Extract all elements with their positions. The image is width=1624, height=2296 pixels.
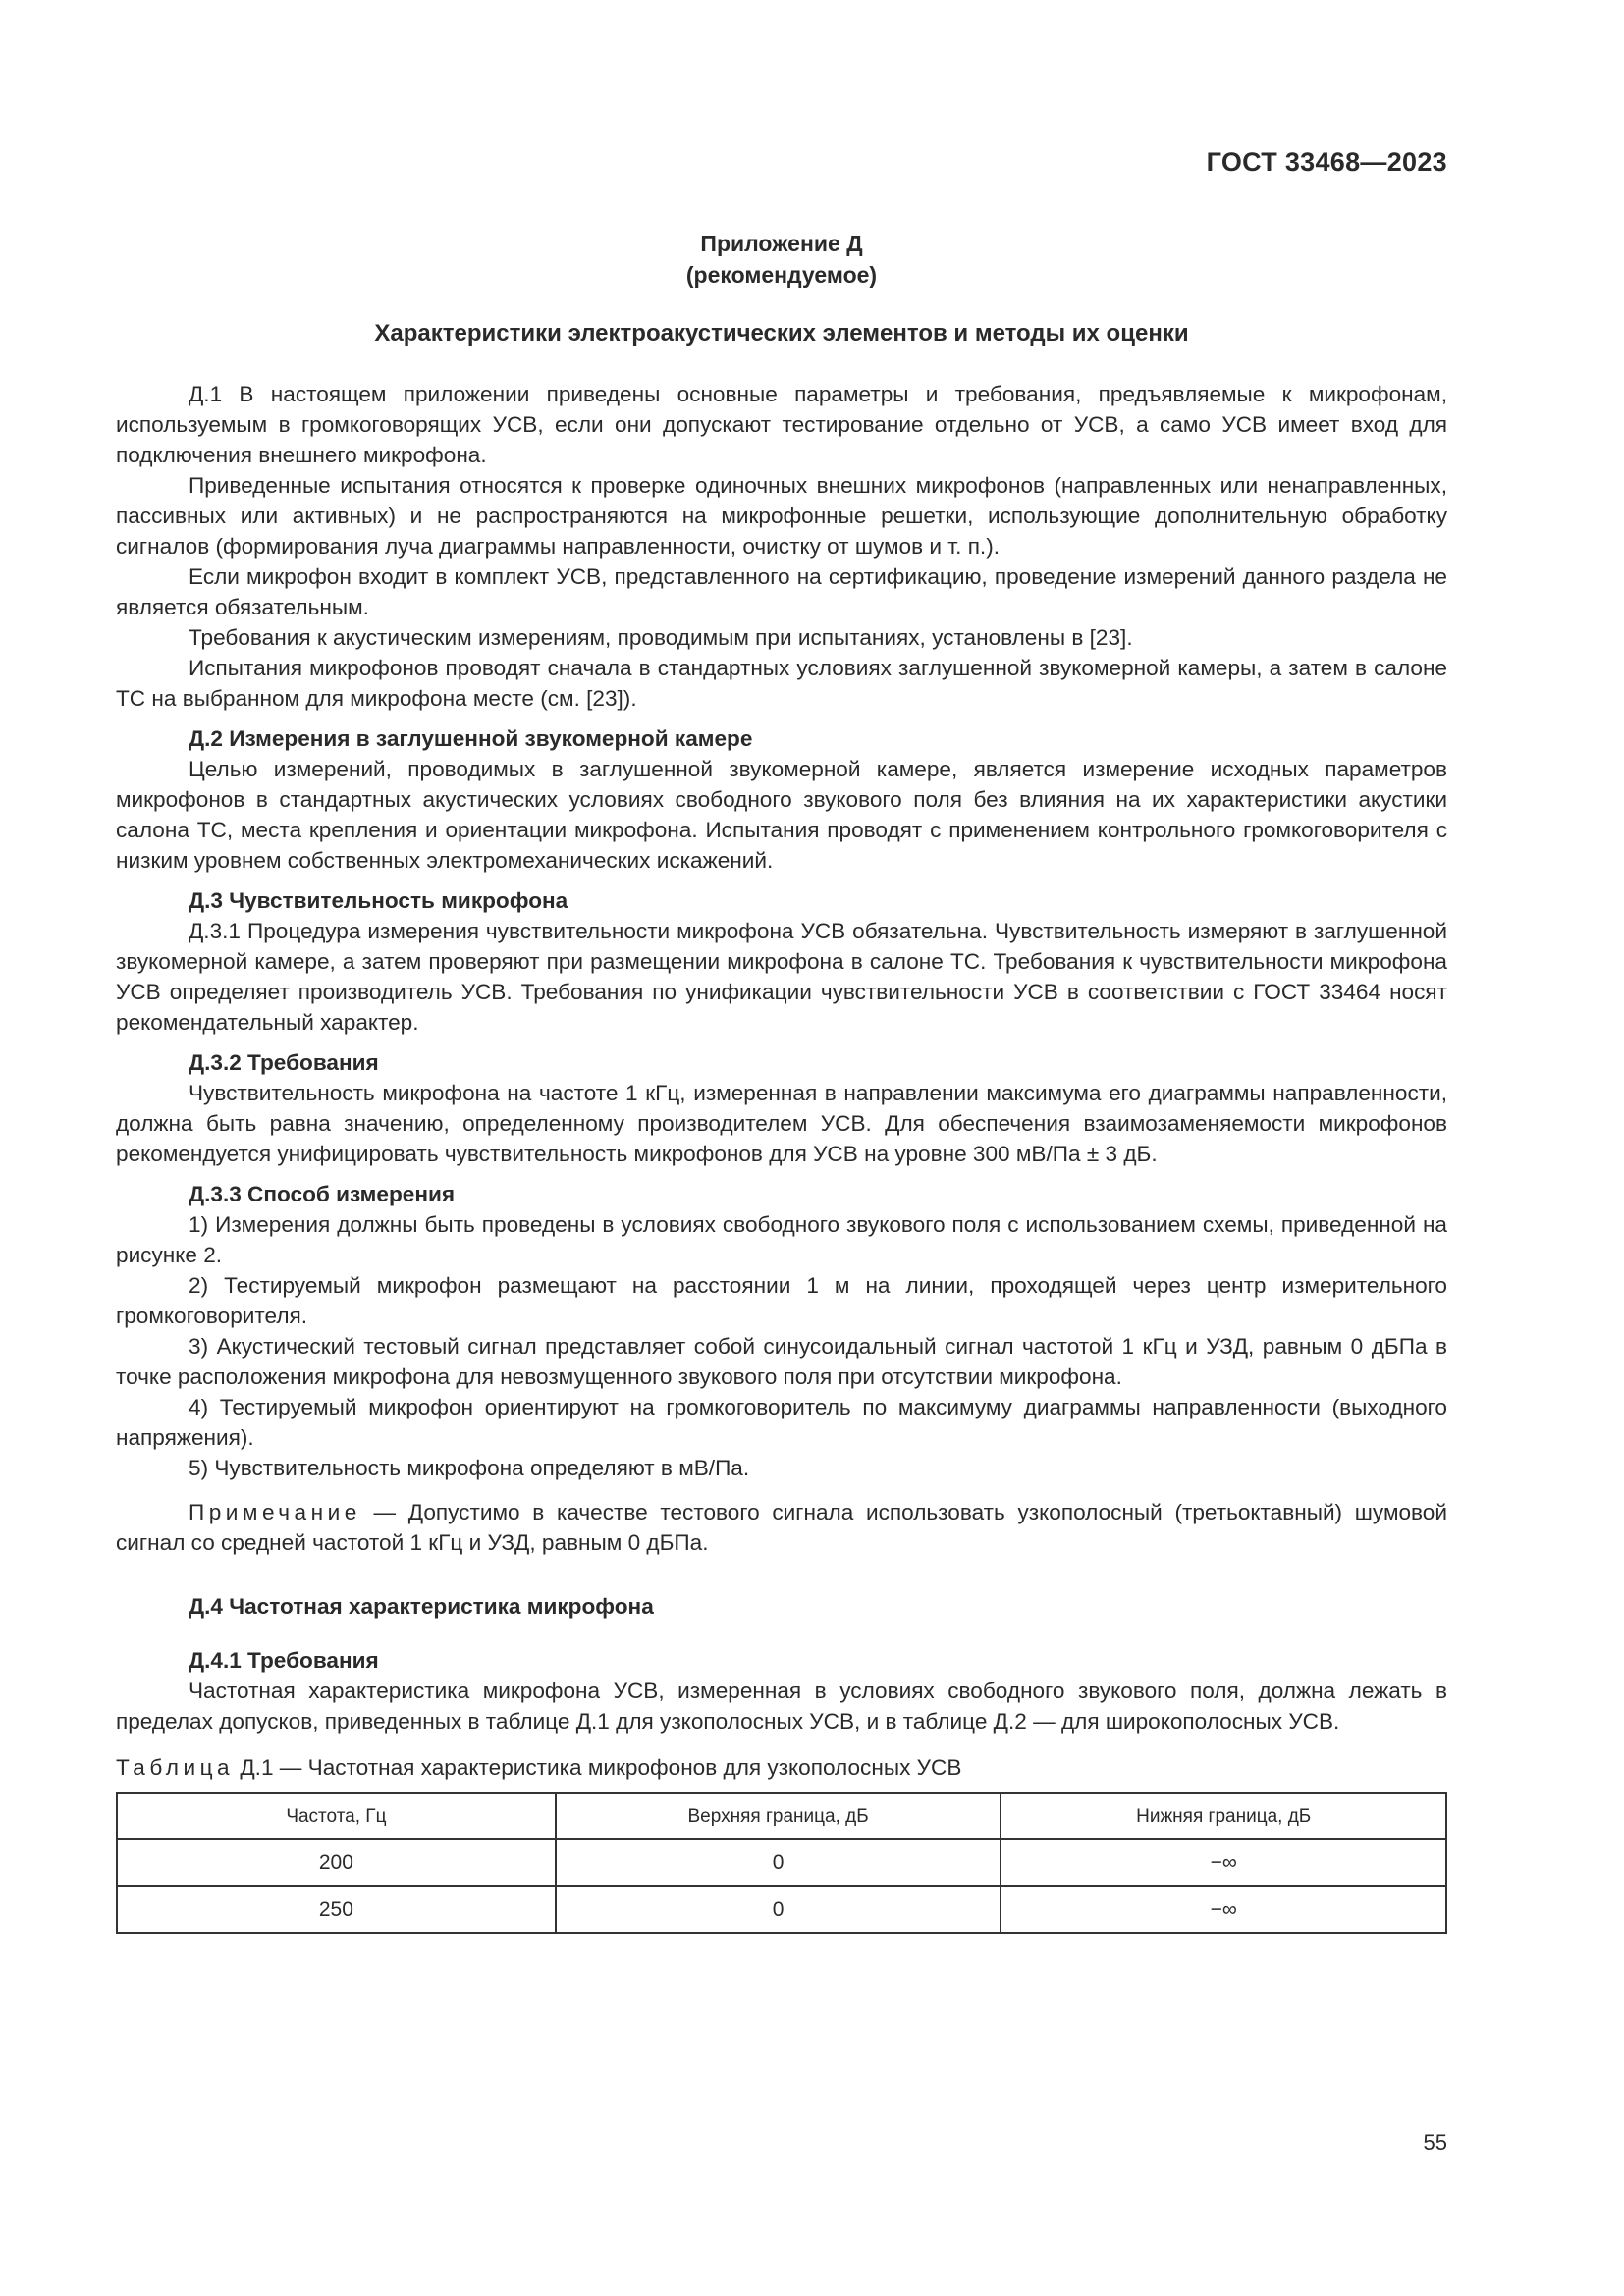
paragraph: Частотная характеристика микрофона УСВ, измеренная в условиях свободного звукового поля, должна лежать в пределах допусков, приведенных в таблице Д.1 для узкополосных УСВ, и в таблице Д.2 — для широкополосных УСВ.: [116, 1679, 1447, 1734]
frequency-response-table: [116, 1792, 1447, 1934]
table-cell: 200: [117, 1839, 556, 1886]
table-caption-text: Д.1 — Частотная характеристика микрофонов для узкополосных УСВ: [234, 1755, 962, 1780]
list-item: 5) Чувствительность микрофона определяют в мВ/Па.: [189, 1456, 750, 1480]
list-item: 1) Измерения должны быть проведены в условиях свободного звукового поля с использованием схемы, приведенной на рисунке 2.: [116, 1212, 1447, 1267]
note-text: — Допустимо в качестве тестового сигнала использовать узкополосный (третьоктавный) шумовой сигнал со средней частотой 1 кГц и УЗД, равным 0 дБПа.: [116, 1500, 1447, 1555]
document-number: ГОСТ 33468—2023: [1206, 147, 1447, 177]
column-header: Нижняя граница, дБ: [1001, 1793, 1446, 1839]
page-number: 55: [1423, 2130, 1447, 2155]
document-body: [116, 379, 1447, 1934]
table-cell: −∞: [1001, 1886, 1446, 1933]
paragraph: Приведенные испытания относятся к проверке одиночных внешних микрофонов (направленных или ненаправленных, пассивных или активных) и не распространяются на микрофонные решетки, использующие дополнительную обработку сигналов (формирования луча диаграммы направленности, очистку от шумов и т. п.).: [116, 473, 1447, 559]
paragraph: Требования к акустическим измерениям, проводимым при испытаниях, установлены в [23].: [189, 625, 1133, 650]
appendix-heading: [116, 228, 1447, 291]
appendix-status: (рекомендуемое): [685, 262, 878, 288]
table-cell: 250: [117, 1886, 556, 1933]
note-label: Примечание: [189, 1500, 361, 1524]
section-heading-d3: Д.3 Чувствительность микрофона: [189, 888, 568, 913]
paragraph: Д.3.1 Процедура измерения чувствительности микрофона УСВ обязательна. Чувствительность измеряют в заглушенной звукомерной камере, а затем проверяют при размещении микрофона в салоне ТС. Требования к чувствительности микрофона УСВ определяет производитель УСВ. Требования по унификации чувствительности УСВ в соответствии с ГОСТ 33464 носят рекомендательный характер.: [116, 919, 1447, 1035]
note: [116, 1497, 1447, 1558]
table-caption-label: Таблица: [116, 1755, 235, 1780]
paragraph: Испытания микрофонов проводят сначала в стандартных условиях заглушенной звукомерной камеры, а затем в салоне ТС на выбранном для микрофона месте (см. [23]).: [116, 656, 1447, 711]
section-heading-d2: Д.2 Измерения в заглушенной звукомерной камере: [189, 726, 753, 751]
table-cell: 0: [556, 1839, 1001, 1886]
table-cell: −∞: [1001, 1839, 1446, 1886]
table-row: [117, 1886, 1446, 1933]
paragraph: Если микрофон входит в комплект УСВ, представленного на сертификацию, проведение измерений данного раздела не является обязательным.: [116, 564, 1447, 619]
subsection-heading-d32: Д.3.2 Требования: [189, 1050, 379, 1075]
paragraph: Целью измерений, проводимых в заглушенной звукомерной камере, является измерение исходных параметров микрофонов в стандартных акустических условиях свободного звукового поля без влияния на их характеристики акустики салона ТС, места крепления и ориентации микрофона. Испытания проводят с применением контрольного громкоговорителя с низким уровнем собственных электромеханических искажений.: [116, 757, 1447, 873]
table-row: [117, 1839, 1446, 1886]
subsection-heading-d33: Д.3.3 Способ измерения: [189, 1182, 456, 1206]
table-header-row: [117, 1793, 1446, 1839]
section-heading-d4: Д.4 Частотная характеристика микрофона: [189, 1594, 654, 1619]
column-header: Верхняя граница, дБ: [556, 1793, 1001, 1839]
column-header: Частота, Гц: [117, 1793, 556, 1839]
list-item: 2) Тестируемый микрофон размещают на расстоянии 1 м на линии, проходящей через центр измерительного громкоговорителя.: [116, 1273, 1447, 1328]
appendix-title: Приложение Д: [700, 231, 863, 256]
table-cell: 0: [556, 1886, 1001, 1933]
list-item: 3) Акустический тестовый сигнал представляет собой синусоидальный сигнал частотой 1 кГц и УЗД, равным 0 дБПа в точке расположения микрофона для невозмущенного звукового поля при отсутствии микрофона.: [116, 1334, 1447, 1389]
list-item: 4) Тестируемый микрофон ориентируют на громкоговоритель по максимуму диаграммы направленности (выходного напряжения).: [116, 1395, 1447, 1450]
table-caption: [116, 1752, 1447, 1783]
paragraph: Д.1 В настоящем приложении приведены основные параметры и требования, предъявляемые к микрофонам, используемым в громкоговорящих УСВ, если они допускают тестирование отдельно от УСВ, а само УСВ имеет вход для подключения внешнего микрофона.: [116, 382, 1447, 467]
subsection-heading-d41: Д.4.1 Требования: [189, 1648, 379, 1673]
document-title: Характеристики электроакустических элементов и методы их оценки: [374, 320, 1189, 347]
paragraph: Чувствительность микрофона на частоте 1 кГц, измеренная в направлении максимума его диаграммы направленности, должна быть равна значению, определенному производителем УСВ. Для обеспечения взаимозаменяемости микрофонов рекомендуется унифицировать чувствительность микрофонов для УСВ на уровне 300 мВ/Па ± 3 дБ.: [116, 1081, 1447, 1166]
